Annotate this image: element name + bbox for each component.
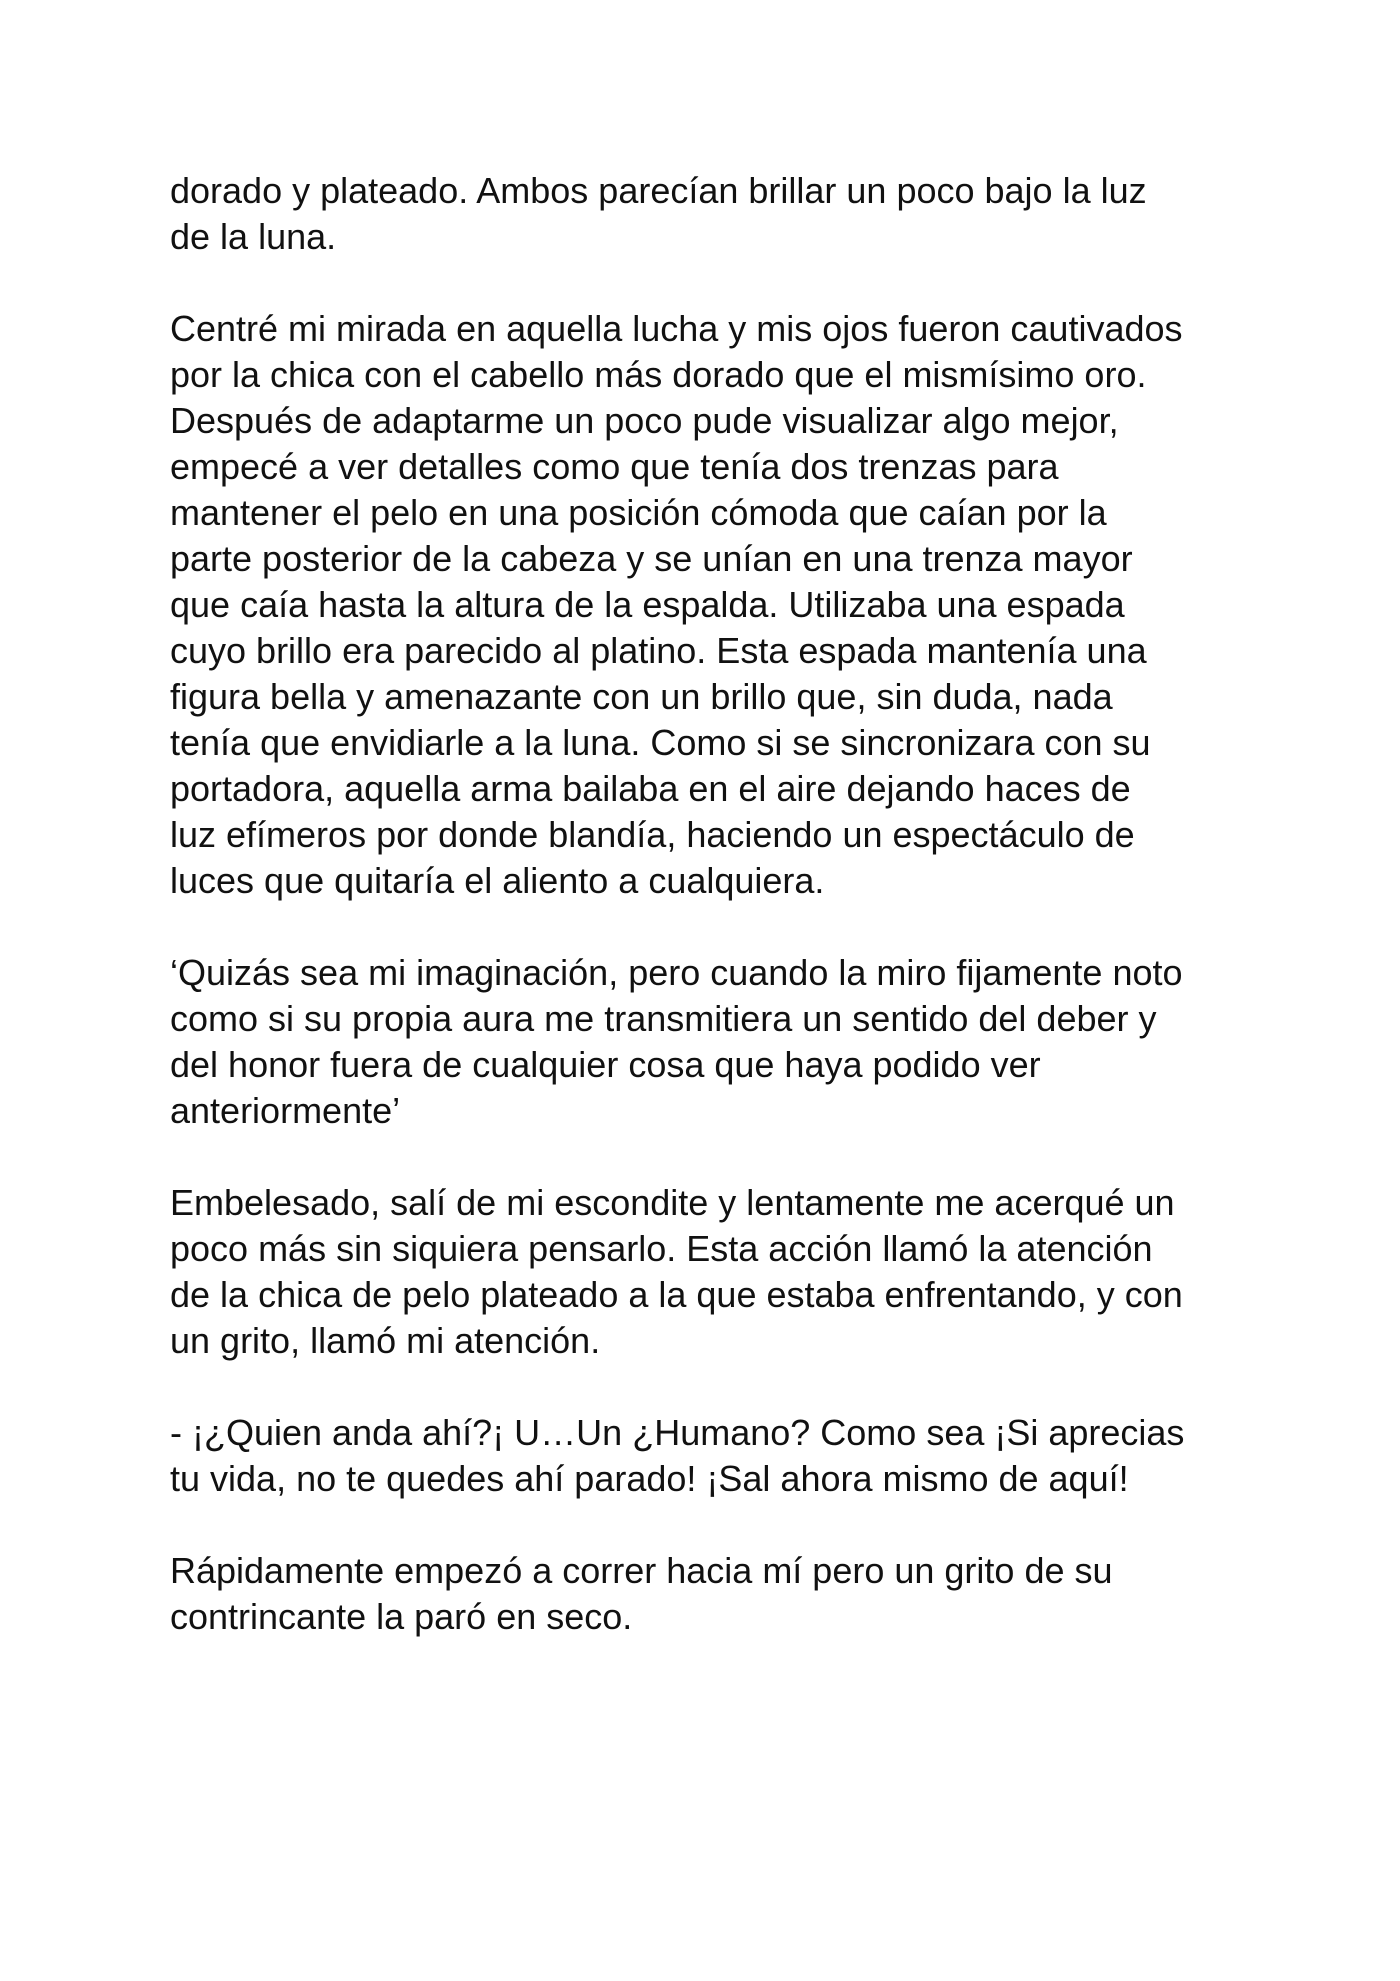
text-line: luz efímeros por donde blandía, haciendo un espectáculo de (170, 814, 1135, 855)
text-line: portadora, aquella arma bailaba en el aire dejando haces de (170, 768, 1131, 809)
text-line: contrincante la paró en seco. (170, 1596, 633, 1637)
text-line: cuyo brillo era parecido al platino. Esta espada mantenía una (170, 630, 1147, 671)
text-line: parte posterior de la cabeza y se unían en una trenza mayor (170, 538, 1133, 579)
text-line: luces que quitaría el aliento a cualquiera. (170, 860, 825, 901)
text-line: tu vida, no te quedes ahí parado! ¡Sal ahora mismo de aquí! (170, 1458, 1129, 1499)
paragraph-4 (170, 1180, 1250, 1364)
text-line: un grito, llamó mi atención. (170, 1320, 601, 1361)
text-line: tenía que envidiarle a la luna. Como si se sincronizara con su (170, 722, 1151, 763)
text-line: que caía hasta la altura de la espalda. Utilizaba una espada (170, 584, 1125, 625)
paragraph-3 (170, 950, 1250, 1134)
text-line: empecé a ver detalles como que tenía dos trenzas para (170, 446, 1059, 487)
paragraph-6 (170, 1548, 1250, 1640)
text-line: Rápidamente empezó a correr hacia mí pero un grito de su (170, 1550, 1113, 1591)
text-line: poco más sin siquiera pensarlo. Esta acción llamó la atención (170, 1228, 1153, 1269)
text-line: por la chica con el cabello más dorado que el mismísimo oro. (170, 354, 1147, 395)
text-line: anteriormente’ (170, 1090, 401, 1131)
text-line: Embelesado, salí de mi escondite y lentamente me acerqué un (170, 1182, 1175, 1223)
paragraph-1 (170, 168, 1250, 260)
text-line: Centré mi mirada en aquella lucha y mis ojos fueron cautivados (170, 308, 1183, 349)
text-line: de la chica de pelo plateado a la que estaba enfrentando, y con (170, 1274, 1183, 1315)
text-line: de la luna. (170, 216, 337, 257)
text-line: Después de adaptarme un poco pude visualizar algo mejor, (170, 400, 1119, 441)
body-text (170, 168, 1250, 1686)
text-line: dorado y plateado. Ambos parecían brillar un poco bajo la luz (170, 170, 1147, 211)
text-line: - ¡¿Quien anda ahí?¡ U…Un ¿Humano? Como sea ¡Si aprecias (170, 1412, 1185, 1453)
text-line: ‘Quizás sea mi imaginación, pero cuando la miro fijamente noto (170, 952, 1183, 993)
text-line: mantener el pelo en una posición cómoda que caían por la (170, 492, 1107, 533)
paragraph-2 (170, 306, 1250, 904)
paragraph-5 (170, 1410, 1250, 1502)
text-line: del honor fuera de cualquier cosa que haya podido ver (170, 1044, 1041, 1085)
text-line: figura bella y amenazante con un brillo que, sin duda, nada (170, 676, 1113, 717)
text-line: como si su propia aura me transmitiera un sentido del deber y (170, 998, 1157, 1039)
